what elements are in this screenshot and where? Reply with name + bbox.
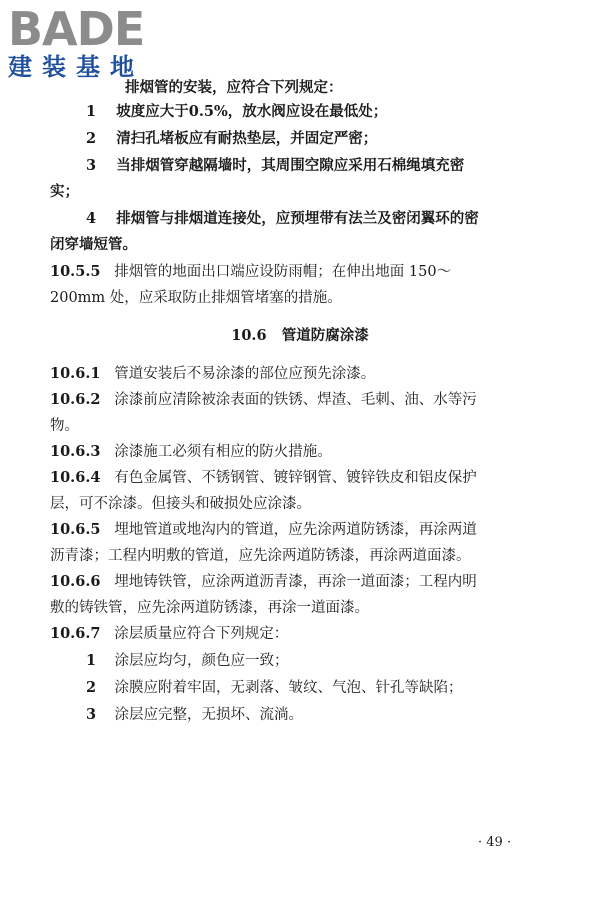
clause-10-6-5 — [50, 519, 477, 541]
clause-text: 管道安装后不易涂漆的部位应预先涂漆。 — [114, 366, 376, 382]
clause-number: 10.6.6 — [50, 573, 101, 590]
clause-continuation: 层，可不涂漆。但接头和破损处应涂漆。 — [50, 496, 311, 512]
section-heading — [0, 325, 600, 347]
clause-number: 10.6.1 — [50, 365, 101, 382]
item-number: 3 — [86, 157, 97, 174]
item-text: 当排烟管穿越隔墙时，其周围空隙应采用石棉绳填充密 — [116, 157, 465, 174]
item-text: 坡度应大于0.5%，放水阀应设在最低处； — [116, 103, 388, 120]
clause-continuation: 物。 — [50, 418, 79, 434]
clause-10-5-5 — [50, 261, 451, 283]
clause-10-6-6 — [50, 571, 477, 593]
clause-number: 10.6.4 — [50, 469, 101, 486]
logo-brand: BADE — [8, 2, 145, 56]
clause-text: 有色金属管、不锈钢管、镀锌钢管、镀锌铁皮和铝皮保护 — [114, 470, 477, 486]
list-item — [86, 677, 463, 699]
item-text: 排烟管与排烟道连接处，应预埋带有法兰及密闭翼环的密 — [116, 210, 479, 227]
item-number: 2 — [86, 679, 97, 696]
item-number: 1 — [86, 652, 97, 669]
list-item — [86, 208, 479, 230]
clause-number: 10.5.5 — [50, 263, 101, 280]
clause-number: 10.6.5 — [50, 521, 101, 538]
clause-10-6-1 — [50, 363, 375, 385]
item-text: 涂层应均匀，颜色应一致； — [114, 653, 289, 669]
clause-number: 10.6.7 — [50, 625, 101, 642]
item-number: 4 — [86, 210, 97, 227]
clause-continuation: 200mm 处，应采取防止排烟管堵塞的措施。 — [50, 290, 342, 306]
clause-10-6-3 — [50, 441, 332, 463]
list-item — [86, 704, 303, 726]
clause-number: 10.6.3 — [50, 443, 101, 460]
list-item — [86, 155, 464, 177]
item-number: 1 — [86, 103, 97, 120]
list-item — [86, 650, 289, 672]
bade-logo — [8, 4, 144, 80]
list-item — [86, 101, 387, 123]
clause-text: 涂漆施工必须有相应的防火措施。 — [114, 444, 332, 460]
clause-text: 埋地管道或地沟内的管道，应先涂两道防锈漆，再涂两道 — [114, 522, 477, 538]
item-text: 涂膜应附着牢固，无剥落、皱纹、气泡、针孔等缺陷； — [114, 680, 463, 696]
page-number: · 49 · — [478, 835, 512, 850]
clause-text: 涂层质量应符合下列规定： — [114, 626, 289, 642]
clause-10-6-2 — [50, 389, 477, 411]
clause-text: 涂漆前应清除被涂表面的铁锈、焊渣、毛刺、油、水等污 — [114, 392, 477, 408]
clause-text: 排烟管的地面出口端应设防雨帽；在伸出地面 150～ — [114, 264, 452, 280]
item-text: 清扫孔堵板应有耐热垫层，并固定严密； — [116, 130, 378, 147]
clause-10-6-7 — [50, 623, 288, 645]
item-text: 涂层应完整，无损坏、流淌。 — [114, 707, 304, 723]
clause-10-5-4-heading: 排烟管的安装，应符合下列规定： — [125, 79, 343, 96]
list-item — [86, 128, 377, 150]
clause-continuation: 敷的铸铁管，应先涂两道防锈漆，再涂一道面漆。 — [50, 600, 369, 616]
clause-number: 10.6.2 — [50, 391, 101, 408]
logo-subtitle: 建装基地 — [8, 53, 144, 81]
section-number: 10.6 — [231, 327, 267, 344]
item-number: 3 — [86, 706, 97, 723]
list-item-continuation: 实； — [50, 183, 79, 200]
clause-continuation: 沥青漆；工程内明敷的管道，应先涂两道防锈漆，再涂两道面漆。 — [50, 548, 471, 564]
section-title: 管道防腐涂漆 — [281, 327, 369, 344]
list-item-continuation: 闭穿墙短管。 — [50, 236, 137, 253]
clause-text: 埋地铸铁管，应涂两道沥青漆，再涂一道面漆；工程内明 — [114, 574, 477, 590]
clause-10-6-4 — [50, 467, 477, 489]
item-number: 2 — [86, 130, 97, 147]
